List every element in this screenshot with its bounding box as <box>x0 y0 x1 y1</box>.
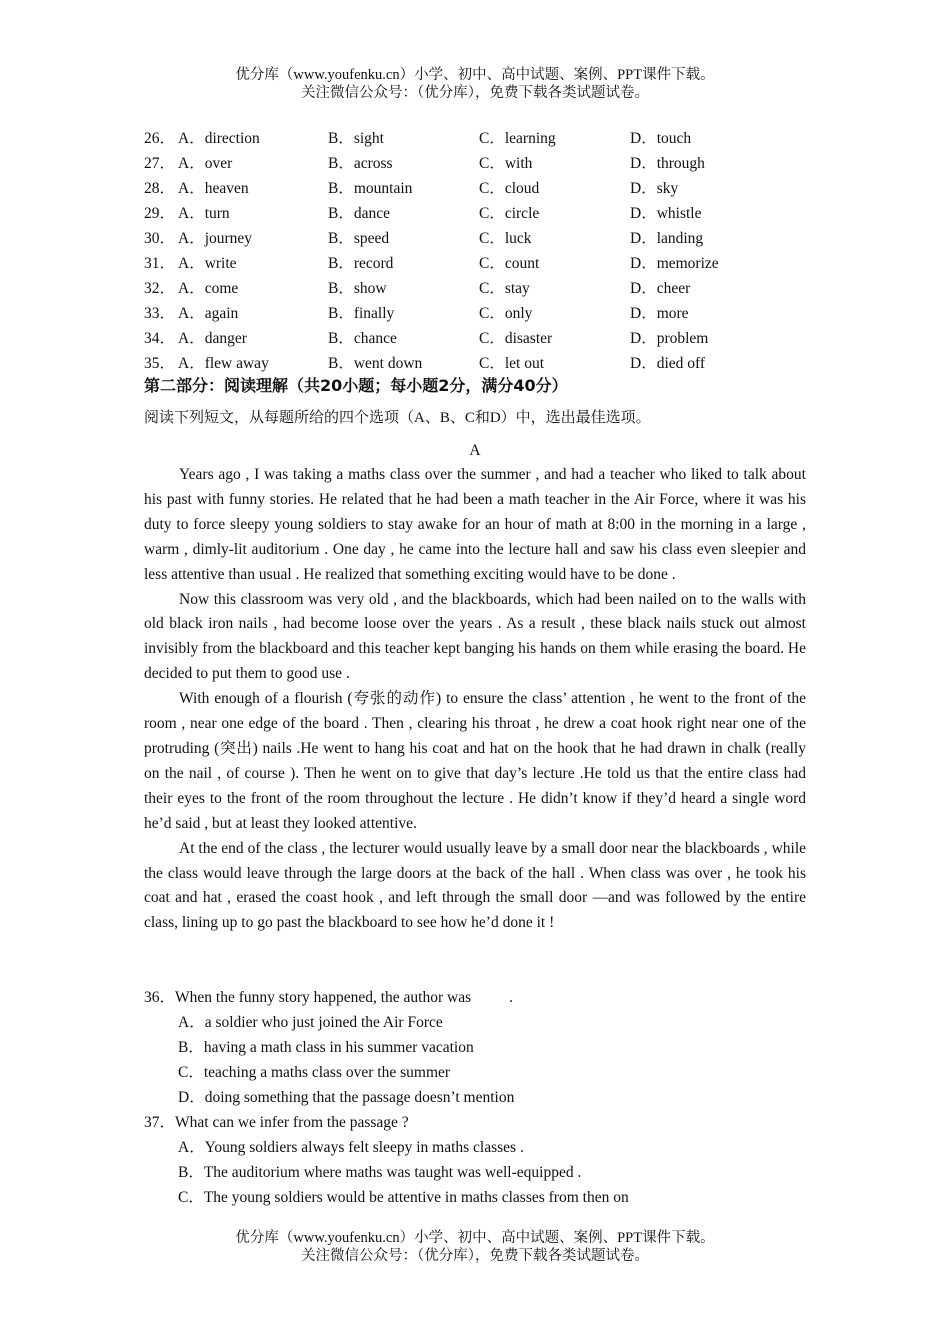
option-d: D．more <box>630 305 689 322</box>
passage-paragraph: Years ago , I was taking a maths class over the summer , and had a teacher who liked to talk about his past with funny stories. He related that he had been a math teacher in the Air Force, where it was his duty to force sleepy young soldiers to stay awake for an hour of math at 8:00 in the morning in a large , warm , dimly-lit auditorium . One day , he came into the lecture hall and saw his class even sleepier and less attentive than usual . He realized that something exciting would have to be done . <box>144 466 806 583</box>
option-d: D．through <box>630 155 705 172</box>
question-37-option-b: B．The auditorium where maths was taught was well-equipped . <box>178 1164 582 1181</box>
passage-paragraph: Now this classroom was very old , and the blackboards, which had been nailed on to the walls with old black iron nails , had become loose over the years . As a result , these black nails stuck out almost invisibly from the blackboard and this teacher kept banging his hands on them while erasing the board. He decided to put them to good use . <box>144 590 806 683</box>
reading-passage <box>144 463 806 936</box>
cloze-row <box>144 151 806 176</box>
option-c: C．only <box>479 305 533 322</box>
option-c: C．luck <box>479 230 532 247</box>
question-number: 27． <box>144 155 176 172</box>
option-d: D．cheer <box>630 280 691 297</box>
option-d: D．touch <box>630 130 692 147</box>
option-d: D．problem <box>630 330 709 347</box>
cloze-row <box>144 351 806 376</box>
question-list <box>144 985 806 1210</box>
option-c: C．disaster <box>479 330 553 347</box>
option-a: A．heaven <box>178 180 249 197</box>
option-b: B．went down <box>328 355 423 372</box>
cloze-row <box>144 226 806 251</box>
option-d: D．whistle <box>630 205 702 222</box>
option-a: A．flew away <box>178 355 269 372</box>
cloze-row <box>144 251 806 276</box>
option-a: A．journey <box>178 230 253 247</box>
option-d: D．memorize <box>630 255 719 272</box>
option-c: C．count <box>479 255 540 272</box>
option-c: C．stay <box>479 280 530 297</box>
question-number: 34． <box>144 330 176 347</box>
passage-label: A <box>469 442 481 459</box>
section-instruction: 阅读下列短文，从每题所给的四个选项（A、B、C和D）中，选出最佳选项。 <box>144 410 651 426</box>
header-line-2: 关注微信公众号：（优分库），免费下载各类试题试卷。 <box>301 85 649 101</box>
option-b: B．mountain <box>328 180 413 197</box>
question-number: 32． <box>144 280 176 297</box>
question-number: 30． <box>144 230 176 247</box>
option-c: C．learning <box>479 130 556 147</box>
option-b: B．record <box>328 255 394 272</box>
option-a: A．danger <box>178 330 247 347</box>
question-36-option-c: C．teaching a maths class over the summer <box>178 1064 451 1081</box>
option-b: B．finally <box>328 305 395 322</box>
option-b: B．show <box>328 280 387 297</box>
option-d: D．died off <box>630 355 706 372</box>
question-37-stem <box>144 1110 806 1135</box>
option-a: A．over <box>178 155 233 172</box>
page-footer <box>0 1229 950 1265</box>
question-stem-text: 36．When the funny story happened, the author was <box>144 989 472 1006</box>
cloze-row <box>144 176 806 201</box>
footer-line-1: 优分库（www.youfenku.cn）小学、初中、高中试题、案例、PPT课件下载。 <box>235 1230 715 1246</box>
cloze-row <box>144 276 806 301</box>
option-b: B．speed <box>328 230 390 247</box>
option-b: B．sight <box>328 130 384 147</box>
option-c: C．cloud <box>479 180 540 197</box>
question-number: 35． <box>144 355 176 372</box>
option-d: D．landing <box>630 230 704 247</box>
option-c: C．circle <box>479 205 540 222</box>
question-number: 29． <box>144 205 176 222</box>
header-line-1: 优分库（www.youfenku.cn）小学、初中、高中试题、案例、PPT课件下载。 <box>235 67 715 83</box>
option-a: A．turn <box>178 205 230 222</box>
option-c: C．with <box>479 155 533 172</box>
option-c: C．let out <box>479 355 545 372</box>
cloze-row <box>144 126 806 151</box>
cloze-row <box>144 201 806 226</box>
question-37-option-c: C．The young soldiers would be attentive in maths classes from then on <box>178 1189 629 1206</box>
question-stem-end: . <box>509 989 514 1006</box>
question-36-option-a: A．a soldier who just joined the Air Force <box>178 1014 443 1031</box>
option-b: B．dance <box>328 205 390 222</box>
footer-line-2: 关注微信公众号：（优分库），免费下载各类试题试卷。 <box>301 1248 649 1264</box>
question-36-option-d: D．doing something that the passage doesn’t mention <box>178 1089 515 1106</box>
question-stem-text: 37．What can we infer from the passage ? <box>144 1114 409 1131</box>
option-b: B．chance <box>328 330 397 347</box>
option-d: D．sky <box>630 180 679 197</box>
cloze-options-table <box>144 126 806 376</box>
question-number: 31． <box>144 255 176 272</box>
cloze-row <box>144 326 806 351</box>
question-36-option-b: B．having a math class in his summer vacation <box>178 1039 474 1056</box>
question-number: 33． <box>144 305 176 322</box>
question-37-option-a: A．Young soldiers always felt sleepy in maths classes . <box>178 1139 524 1156</box>
question-number: 26． <box>144 130 176 147</box>
cloze-row <box>144 301 806 326</box>
option-a: A．come <box>178 280 239 297</box>
option-a: A．direction <box>178 130 260 147</box>
passage-paragraph: With enough of a flourish (夸张的动作) to ensure the class’ attention , he went to the front of the room , near one edge of the board . Then , clearing his throat , he drew a coat hook right near one of the protruding (突出) nails .He went to hang his coat and hat on the hook that he had drawn in chalk (really on the nail , of course ). Then he went on to give that day’s lecture .He told us that the entire class had their eyes to the front of the room throughout the lecture . He didn’t know if they’d heard a single word he’d said , but at least they looked attentive. <box>144 690 806 832</box>
question-36-stem <box>144 985 806 1010</box>
section-title: 第二部分：阅读理解（共20小题；每小题2分，满分40分） <box>144 376 568 395</box>
question-number: 28． <box>144 180 176 197</box>
option-b: B．across <box>328 155 393 172</box>
passage-paragraph: At the end of the class , the lecturer would usually leave by a small door near the blackboards , while the class would leave through the large doors at the back of the hall . When class was over , he took his coat and hat , erased the coast hook , and left through the small door —and was followed by the entire class, lining up to go past the blackboard to see how he’d done it ! <box>144 839 806 932</box>
option-a: A．write <box>178 255 237 272</box>
option-a: A．again <box>178 305 239 322</box>
page-header <box>0 66 950 102</box>
